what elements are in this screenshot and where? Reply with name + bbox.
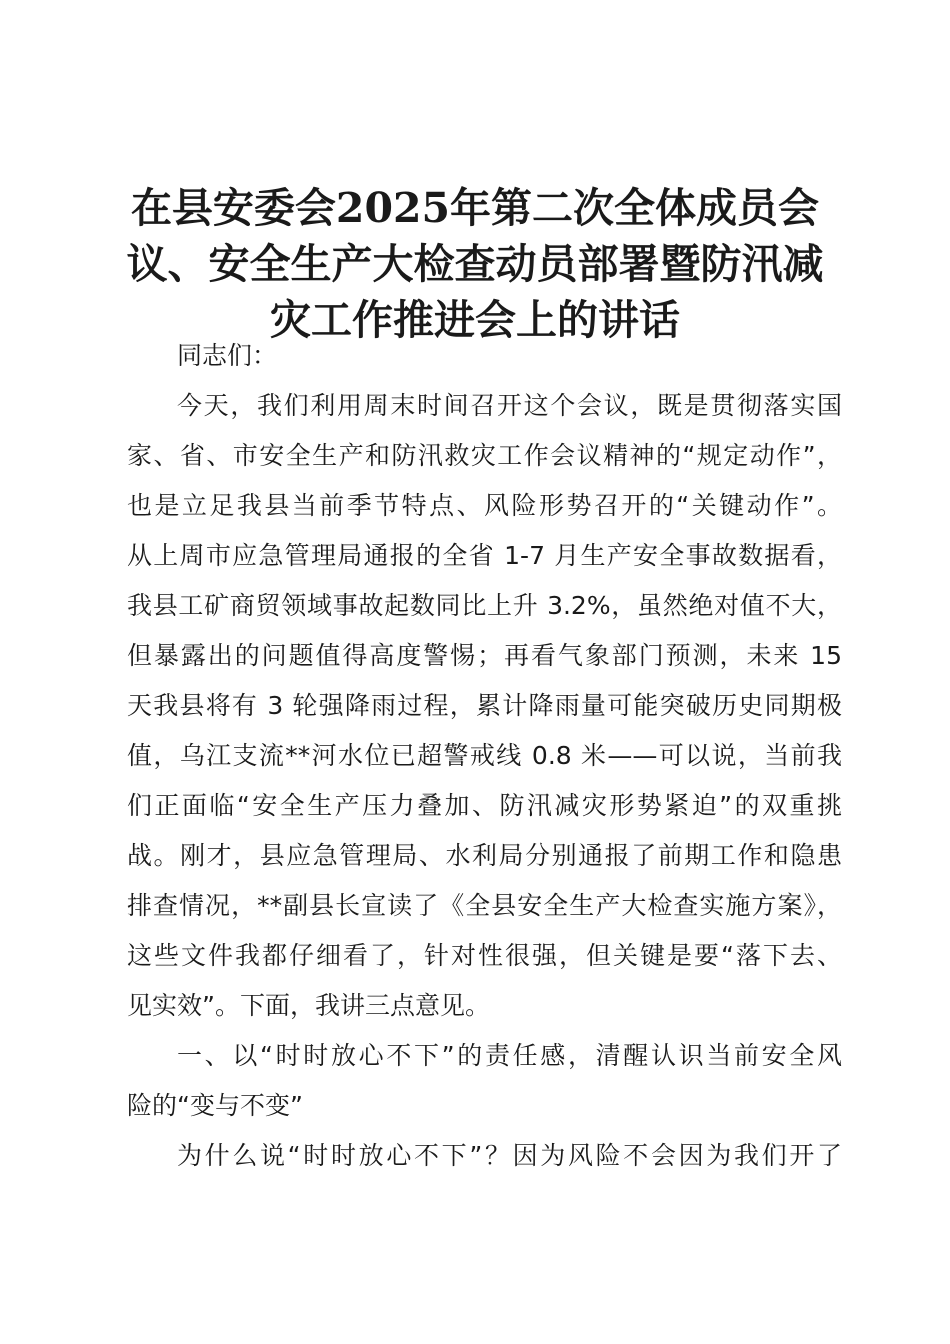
paragraph-line: 天我县将有 3 轮强降雨过程，累计降雨量可能突破历史同期极 [127, 691, 842, 720]
document-title [100, 180, 850, 348]
paragraph-line: 战。刚才，县应急管理局、水利局分别通报了前期工作和隐患 [127, 841, 842, 870]
paragraph-opening [127, 381, 842, 1031]
paragraph-line: 家、省、市安全生产和防汛救灾工作会议精神的“规定动作”， [127, 441, 842, 470]
paragraph-second [127, 1131, 842, 1181]
paragraph-line: 我县工矿商贸领域事故起数同比上升 3.2%，虽然绝对值不大， [127, 591, 842, 620]
paragraph-line: 这些文件我都仔细看了，针对性很强，但关键是要“落下去、 [127, 941, 842, 970]
heading-line: 一、以“时时放心不下”的责任感，清醒认识当前安全风 [177, 1041, 842, 1070]
section-heading-1 [127, 1031, 842, 1131]
paragraph-line: 也是立足我县当前季节特点、风险形势召开的“关键动作”。 [127, 491, 842, 520]
salutation: 同志们： [177, 341, 278, 370]
document-body [127, 331, 842, 1181]
title-line: 议、安全生产大检查动员部署暨防汛减 [126, 240, 824, 288]
paragraph-line: 从上周市应急管理局通报的全省 1-7 月生产安全事故数据看， [127, 541, 842, 570]
paragraph-line: 但暴露出的问题值得高度警惕；再看气象部门预测，未来 15 [127, 641, 842, 670]
heading-line: 险的“变与不变” [127, 1091, 303, 1120]
paragraph-line: 见实效”。下面，我讲三点意见。 [127, 991, 490, 1020]
paragraph-line: 们正面临“安全生产压力叠加、防汛减灾形势紧迫”的双重挑 [127, 791, 842, 820]
paragraph-line: 值，乌江支流**河水位已超警戒线 0.8 米——可以说，当前我 [127, 741, 842, 770]
paragraph-line: 排查情况，**副县长宣读了《全县安全生产大检查实施方案》， [127, 891, 842, 920]
paragraph-line: 今天，我们利用周末时间召开这个会议，既是贯彻落实国 [177, 391, 842, 420]
title-line: 在县安委会2025年第二次全体成员会 [130, 184, 820, 232]
title-line: 灾工作推进会上的讲话 [270, 296, 680, 344]
paragraph-line: 为什么说“时时放心不下”？因为风险不会因为我们开了 [177, 1141, 842, 1170]
